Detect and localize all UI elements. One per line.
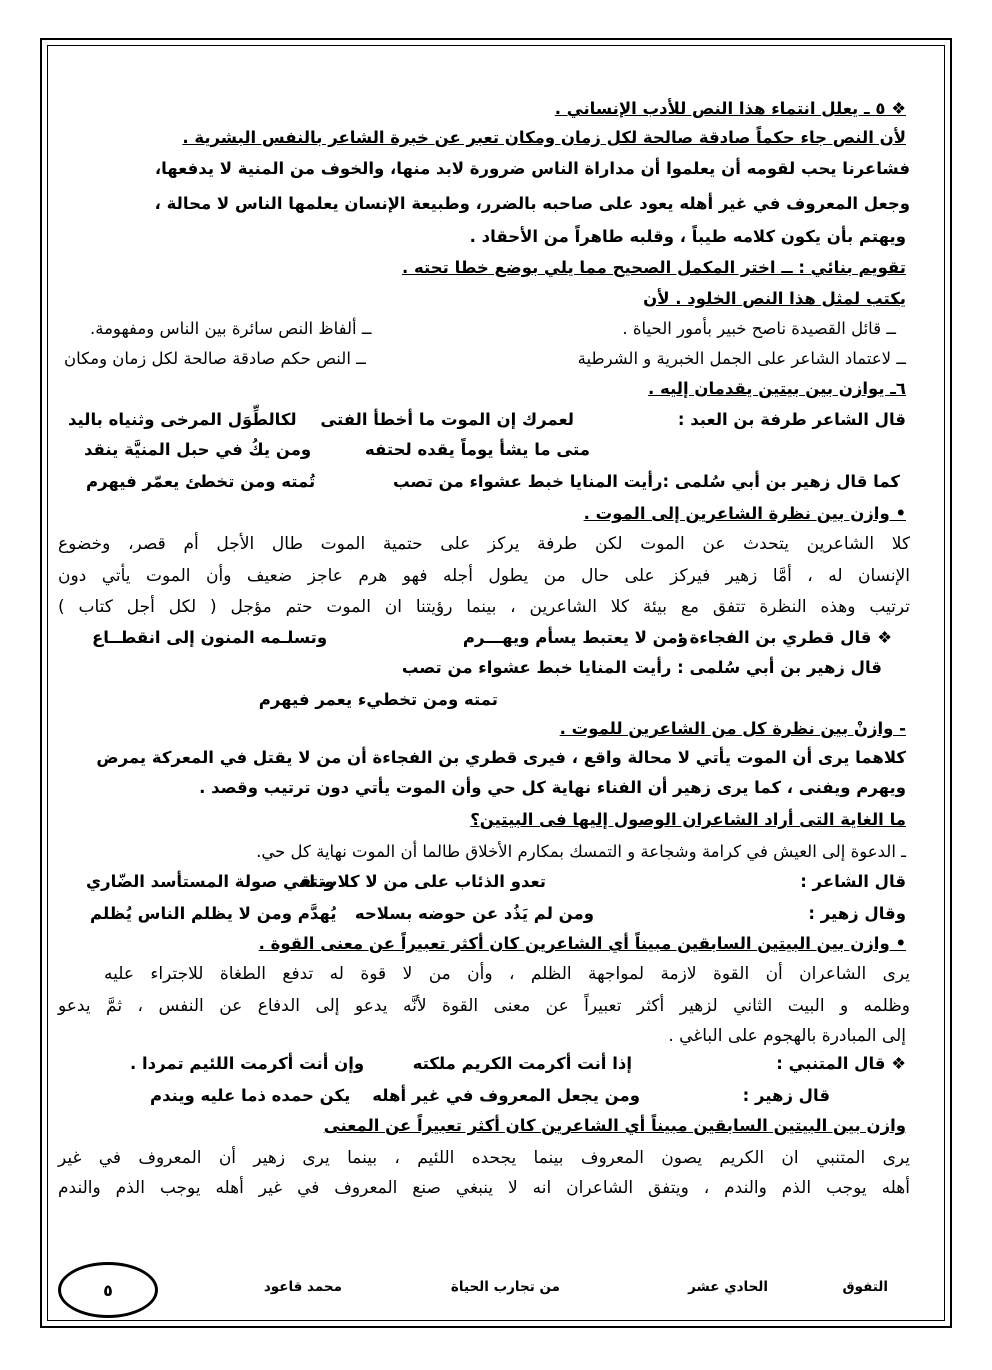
tarafa-intro: قال الشاعر طرفة بن العبد : — [677, 410, 906, 429]
q5-answer-line-4: ويهتم بأن يكون كلامه طيباً ، وقلبه طاهراً من الأحقاد . — [469, 227, 906, 246]
q5-answer-line-3: وجعل المعروف في غير أهله يعود على صاحبه بالضرر، وطبيعة الإنسان يعلمها الناس لا محالة ، — [154, 194, 910, 213]
footer-grade: الحادي عشر — [688, 1279, 768, 1295]
taqweem-option-4[interactable]: ــ النص حكم صادقة صالحة لكل زمان ومكان — [64, 349, 366, 368]
poet-verse-a: تعدو الذئاب على من لا كلاب له — [298, 872, 546, 891]
zuhair-intro-3: قال زهير : — [742, 1086, 830, 1105]
poet-intro: قال الشاعر : — [800, 872, 906, 891]
mutanabbi-compare-line-2: أهله يوجب الذم والندم ، ويتفق الشاعران انه لا ينبغي صنع المعروف في غير أهله يوجب الذم والندم — [58, 1178, 910, 1198]
q5-answer-line-1: لأن النص جاء حكماً صادقة صالحة لكل زمان ومكان تعبر عن خبرة الشاعر بالنفس البشرية . — [182, 128, 906, 147]
taqweem-option-2[interactable]: ــ ألفاظ النص سائرة بين الناس ومفهومة. — [90, 319, 372, 338]
zuhair-intro-2: وقال زهير : — [808, 904, 906, 923]
mutanabbi-verse-a: إذا أنت أكرمت الكريم ملكته — [412, 1054, 632, 1073]
zuhair-verse-4a: ومن يجعل المعروف في غير أهله — [372, 1086, 640, 1105]
qatari-verse-b: وتسلـمه المنون إلى انقطــاع — [92, 628, 328, 647]
taqweem-option-3[interactable]: ــ لاعتماد الشاعر على الجمل الخبرية و الشرطية — [577, 349, 906, 368]
qatari-verse-a: ومن لا يعتبط يسأم ويهـــرم — [462, 628, 688, 647]
taqweem-option-1[interactable]: ــ قائل القصيدة ناصح خبير بأمور الحياة . — [622, 319, 896, 338]
footer-brand: التفوق — [842, 1279, 888, 1295]
goal-answer: ـ الدعوة إلى العيش في كرامة وشجاعة و التمسك بمكارم الأخلاق طالما أن الموت نهاية كل حي. — [256, 842, 906, 861]
q6-compare-title: • وازن بين نظرة الشاعرين إلى الموت . — [583, 504, 906, 523]
page-number-badge — [58, 1262, 158, 1318]
qatari-intro: ❖ قال قطري بن الفجاءة : — [677, 628, 892, 647]
zuhair-verse-2b: تمته ومن تخطيء يعمر فيهرم — [258, 690, 498, 709]
page-number: ٥ — [103, 1280, 113, 1300]
tarafa-verse-2a: متى ما يشأ يوماً يقده لحتفه — [365, 440, 590, 459]
strength-compare-line-2: وظلمه و البيت الثاني لزهير أكثر تعبيراً عن معنى القوة لأنَّه يدعو إلى الدفاع عن النفس ، ثمَّ يدعو — [58, 996, 910, 1016]
taqweem-title: تقويم بنائي : ــ اختر المكمل الصحيح مما يلي بوضع خطا تحته . — [402, 258, 906, 277]
tarafa-verse-1a: لعمرك إن الموت ما أخطأ الفتى — [320, 410, 574, 429]
mutanabbi-compare-title: وازن بين البيتين السابقين مبيناً أي الشاعرين كان أكثر تعبيراً عن المعنى — [323, 1116, 906, 1135]
strength-compare-line-1: يرى الشاعران أن القوة لازمة لمواجهة الظلم ، وأن من لا قوة له تدفع الطغاة للاجتراء عليه — [104, 964, 910, 984]
mutanabbi-verse-b: وإن أنت أكرمت اللئيم تمردا . — [130, 1054, 365, 1073]
taqweem-question: يكتب لمثل هذا النص الخلود . لأن — [643, 289, 906, 308]
q6-compare-line-3: ترتيب وهذه النظرة تتفق مع بيئة كلا الشاعرين ، بينما رؤيتنا ان الموت حتم مؤجل ( لكل أجل كتاب ) — [58, 597, 910, 617]
qatari-compare-line-1: كلاهما يرى أن الموت يأتي لا محالة واقع ، فيرى قطري بن الفجاءة أن من لا يقتل في المعركة يمرض — [96, 748, 906, 767]
q6-compare-line-1: كلا الشاعرين يتحدث عن الموت لكن طرفة يركز على حتمية الموت طال الأجل أم قصر، وخضوع — [58, 534, 910, 554]
qatari-compare-line-2: ويهرم ويفنى ، كما يرى زهير أن الفناء نهاية كل حي وأن الموت يأتي دون ترتيب وقصد . — [199, 778, 906, 797]
zuhair-verse-b: تُمته ومن تخطئ يعمّر فيهرم — [86, 472, 316, 491]
q5-answer-line-2: فشاعرنا يحب لقومه أن يعلموا أن مداراة الناس ضرورة لابد منها، والخوف من المنية لا يدفعها، — [154, 159, 910, 178]
footer-lesson: من تجارب الحياة — [450, 1279, 560, 1295]
strength-compare-title: • وازن بين البيتين السابقين مبيناً أي الشاعرين كان أكثر تعبيراً عن معنى القوة . — [258, 934, 906, 953]
footer-author: محمد قاعود — [263, 1279, 342, 1295]
poet-verse-b: وتتقي صولة المستأسد الضّاري — [86, 872, 335, 891]
tarafa-verse-1b: لكالطِّوَل المرخى وثنياه باليد — [68, 410, 297, 429]
zuhair-verse-a: كما قال زهير بن أبي سُلمى :رأيت المنايا خبط عشواء من تصب — [392, 472, 900, 491]
q5-title: ❖ ٥ ـ يعلل انتماء هذا النص للأدب الإنساني . — [554, 99, 906, 118]
q6-title: ٦ـ يوازن بين بيتين يقدمان إليه . — [648, 379, 906, 398]
mutanabbi-compare-line-1: يرى المتنبي ان الكريم يصون المعروف بينما يجحده اللئيم ، بينما يرى زهير أن المعروف في غير — [58, 1148, 910, 1168]
goal-question: ما الغاية التى أراد الشاعران الوصول إليها فى البيتين؟ — [470, 810, 906, 829]
zuhair-verse-3a: ومن لم يَذُد عن حوضه بسلاحه — [354, 904, 594, 923]
zuhair-verse-2a: قال زهير بن أبي سُلمى : رأيت المنايا خبط عشواء من تصب — [401, 658, 882, 677]
strength-compare-line-3: إلى المبادرة بالهجوم على الباغي . — [668, 1026, 906, 1046]
qatari-compare-title: - وازنْ بين نظرة كل من الشاعرين للموت . — [559, 719, 906, 738]
zuhair-verse-4b: يكن حمده ذما عليه ويندم — [150, 1086, 351, 1105]
mutanabbi-intro: ❖ قال المتنبي : — [776, 1054, 906, 1073]
tarafa-verse-2b: ومن يكُ في حبل المنيَّة ينقد — [84, 440, 312, 459]
q6-compare-line-2: الإنسان له ، أمَّا زهير فيركز على حال من يطول أجله فهو هرم عاجز ضعيف وأن الموت يأتي دون — [58, 566, 910, 586]
zuhair-verse-3b: يُهدَّم ومن لا يظلم الناس يُظلم — [90, 904, 337, 923]
